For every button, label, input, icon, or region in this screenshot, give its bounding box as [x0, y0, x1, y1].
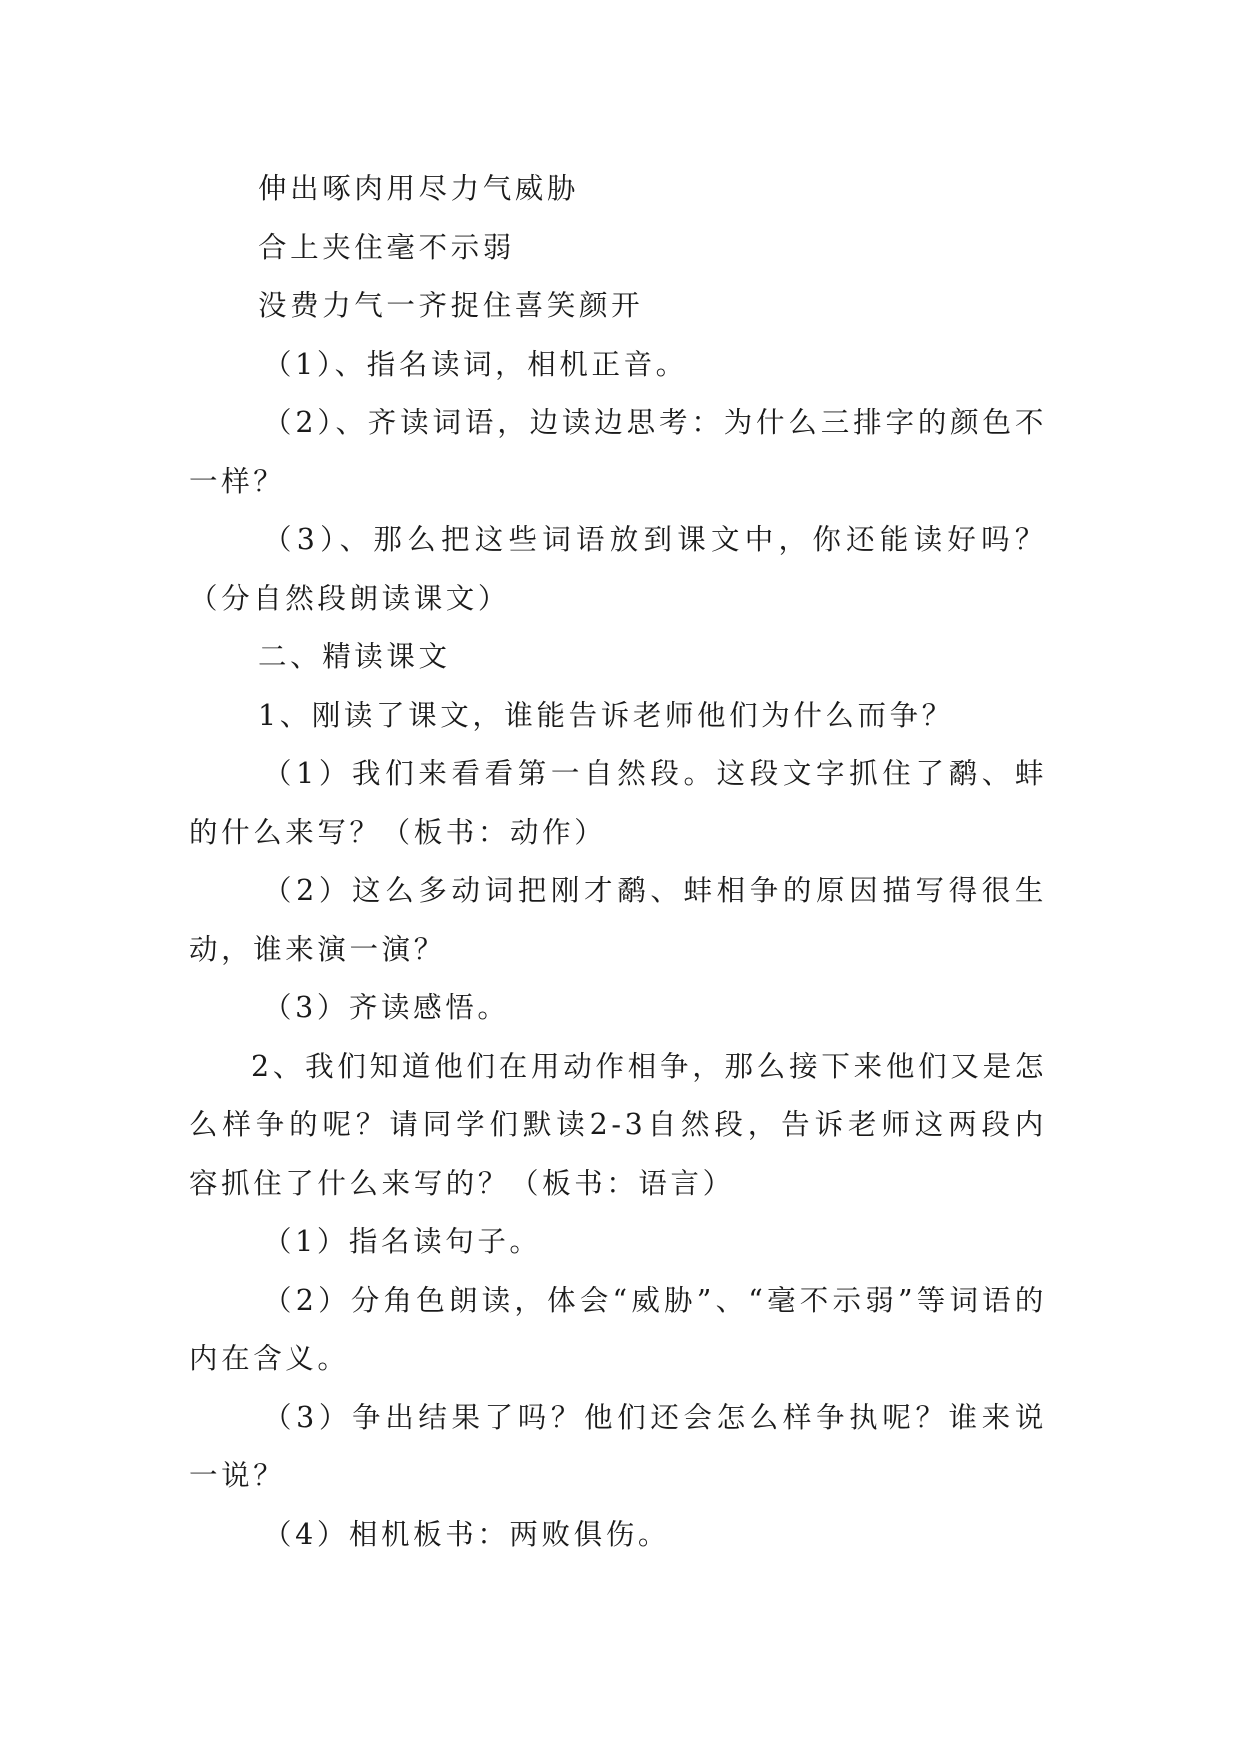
paragraph-3: 没费力气一齐捉住喜笑颜开	[258, 289, 644, 322]
paragraph-15: （3）争出结果了吗？他们还会怎么样争执呢？谁来说一说？	[189, 1400, 1047, 1492]
paragraph-16: （4）相机板书：两败俱伤。	[263, 1517, 670, 1551]
paragraph-9: （1）我们来看看第一自然段。这段文字抓住了鹬、蚌的什么来写？（板书：动作）	[189, 757, 1047, 849]
paragraph-5: （2）、齐读词语，边读边思考：为什么三排字的颜色不一样？	[189, 406, 1047, 498]
paragraph-14: （2）分角色朗读，体会“威胁”、“毫不示弱”等词语的内在含义。	[189, 1283, 1047, 1375]
paragraph-11: （3）齐读感悟。	[263, 991, 510, 1024]
paragraph-2: 合上夹住毫不示弱	[258, 230, 515, 264]
paragraph-13: （1）指名读句子。	[263, 1225, 542, 1258]
paragraph-8: 1、刚读了课文，谁能告诉老师他们为什么而争？	[258, 698, 954, 732]
paragraph-1: 伸出啄肉用尽力气威胁	[258, 172, 580, 205]
paragraph-4: （1）、指名读词，相机正音。	[263, 347, 688, 381]
paragraph-6: （3）、那么把这些词语放到课文中，你还能读好吗？（分自然段朗读课文）	[189, 523, 1047, 615]
paragraph-10: （2）这么多动词把刚才鹬、蚌相争的原因描写得很生动，谁来演一演？	[189, 874, 1047, 966]
section-heading-2: 二、精读课文	[258, 640, 451, 673]
paragraph-12: 2、我们知道他们在用动作相争，那么接下来他们又是怎么样争的呢？请同学们默读2-3自然段，告诉老师这两段内容抓住了什么来写的？（板书：语言）	[189, 1049, 1047, 1200]
document-body	[189, 160, 1047, 1564]
